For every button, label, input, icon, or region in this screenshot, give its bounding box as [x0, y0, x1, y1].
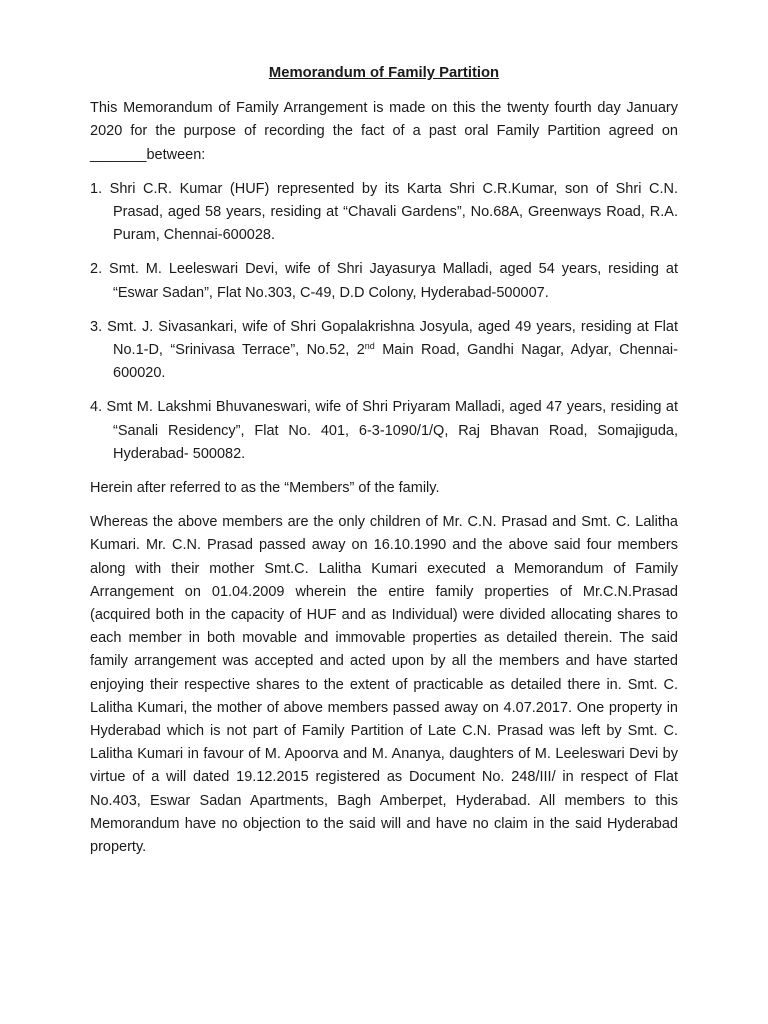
member-item-1: 1. Shri C.R. Kumar (HUF) represented by its Karta Shri C.R.Kumar, son of Shri C.N. Prasad, aged 58 years, residing at “Chavali Gardens”, No.68A, Greenways Road, R.A. Puram, Chennai-600028. [90, 180, 678, 244]
member-item-3-text-b: Main Road, Gandhi Nagar, Adyar, Chennai-600020. [113, 342, 678, 382]
intro-paragraph: This Memorandum of Family Arrangement is made on this the twenty fourth day January 2020 for the purpose of recording the fact of a past oral Family Partition agreed on _______between: [90, 100, 678, 163]
member-item-2: 2. Smt. M. Leeleswari Devi, wife of Shri Jayasurya Malladi, aged 54 years, residing at “Eswar Sadan”, Flat No.303, C-49, D.D Colony, Hyderabad-500007. [90, 261, 678, 301]
ordinal-suffix: nd [364, 341, 375, 352]
referred-paragraph: Herein after referred to as the “Members” of the family. [90, 480, 440, 497]
whereas-paragraph: Whereas the above members are the only children of Mr. C.N. Prasad and Smt. C. Lalitha Kumari. Mr. C.N. Prasad passed away on 16.10.1990 and the above said four members along with their mother Smt.C. Lalitha Kumari executed a Memorandum of Family Arrangement on 01.04.2009 wherein the entire family properties of Mr.C.N.Prasad (acquired both in the capacity of HUF and as Individual) were divided allocating shares to each member in both movable and immovable properties as detailed therein. The said family arrangement was accepted and acted upon by all the members and have started enjoying their respective shares to the extent of practicable as detailed there in. Smt. C. Lalitha Kumari, the mother of above members passed away on 4.07.2017. One property in Hyderabad which is not part of Family Partition of Late C.N. Prasad was left by Smt. C. Lalitha Kumari in favour of M. Apoorva and M. Ananya, daughters of M. Leeleswari Devi by virtue of a will dated 19.12.2015 registered as Document No. 248/III/ in respect of Flat No.403, Eswar Sadan Apartments, Bagh Amberpet, Hyderabad. All members to this Memorandum have no objection to the said will and have no claim in the said Hyderabad property. [90, 514, 678, 856]
member-item-3-text-a: 3. Smt. J. Sivasankari, wife of Shri Gopalakrishna Josyula, aged 49 years, residing at Flat No.1-D, “Srinivasa Terrace”, No.52, 2 [90, 318, 678, 359]
member-item-3 [90, 316, 678, 386]
document-page [90, 62, 678, 870]
document-title: Memorandum of Family Partition [268, 65, 500, 81]
member-item-4: 4. Smt M. Lakshmi Bhuvaneswari, wife of Shri Priyaram Malladi, aged 47 years, residing at “Sanali Residency”, Flat No. 401, 6-3-1090/1/Q, Raj Bhavan Road, Somajiguda, Hyderabad- 500082. [90, 399, 678, 462]
